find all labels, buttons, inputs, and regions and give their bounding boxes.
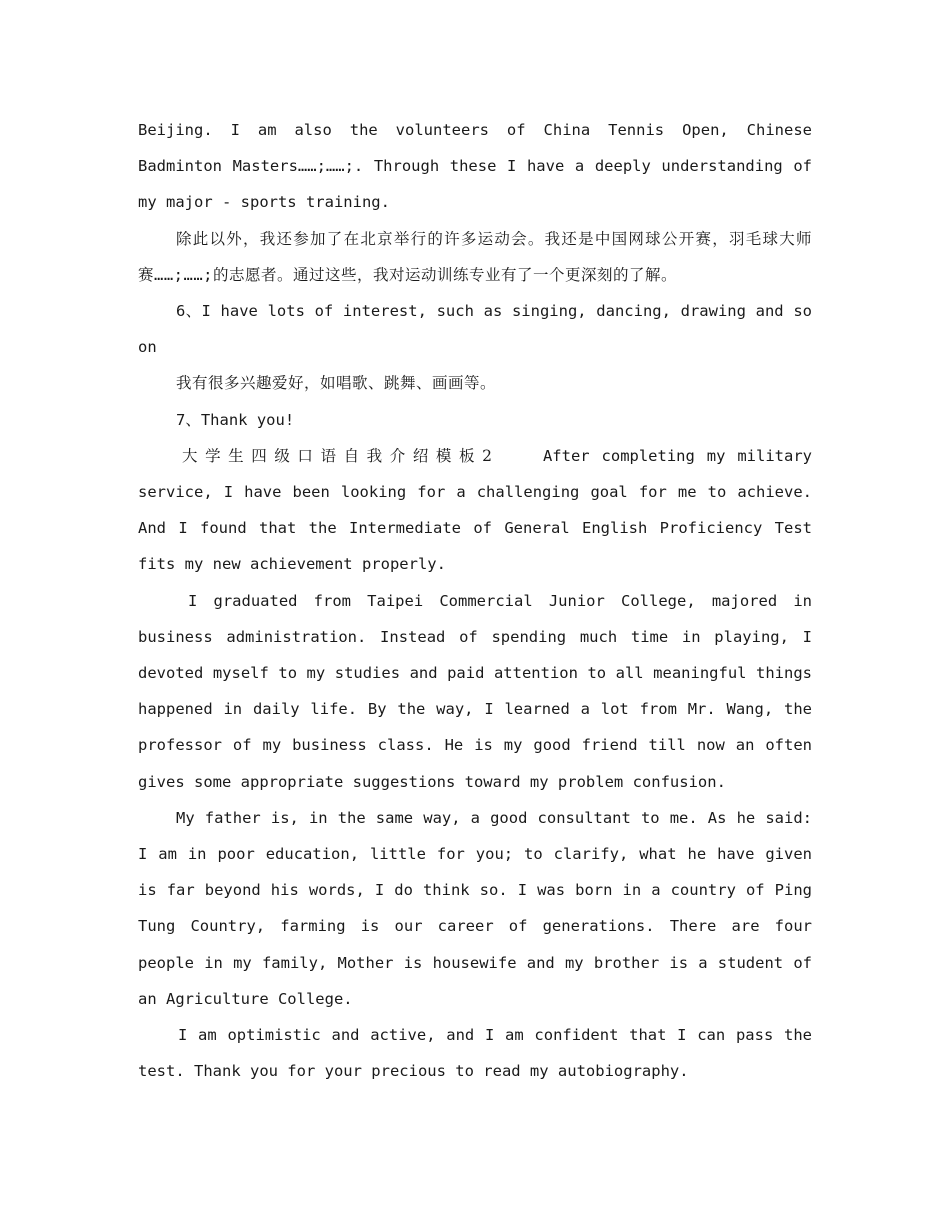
paragraph-interests-zh: 我有很多兴趣爱好，如唱歌、跳舞、画画等。 xyxy=(176,374,497,393)
paragraph-volunteer-en: Beijing. I am also the volunteers of China Tennis Open, Chinese Badminton Masters……;……;. Through these I have a deeply understanding of my major - sports training. xyxy=(138,121,812,212)
paragraph-conclusion: I am optimistic and active, and I am confident that I can pass the test. Thank you for your precious to read my autobiography. xyxy=(138,1026,812,1081)
paragraph-college: I graduated from Taipei Commercial Junior College, majored in business administration. Instead of spending much time in playing, I devoted myself to my studies and paid attention to all meaningful things happened in daily life. By the way, I learned a lot from Mr. Wang, the professor of my business class. He is my good friend till now an often gives some appropriate suggestions toward my problem confusion. xyxy=(138,591,812,791)
paragraph-volunteer-zh: 除此以外，我还参加了在北京举行的许多运动会。我还是中国网球公开赛，羽毛球大师赛……;……;的志愿者。通过这些，我对运动训练专业有了一个更深刻的了解。 xyxy=(138,229,812,284)
document-page xyxy=(138,112,812,1089)
paragraph-military-service: After completing my military service, I have been looking for a challenging goal for me to achieve. And I found that the Intermediate of General English Proficiency Test fits my new achievement properly. xyxy=(138,446,812,574)
section-heading: 大学生四级口语自我介绍模板2 xyxy=(182,446,497,465)
paragraph-template-2 xyxy=(138,438,812,583)
paragraph-thanks: 7、Thank you! xyxy=(176,410,295,429)
paragraph-interests-en: 6、I have lots of interest, such as singing, dancing, drawing and so on xyxy=(138,302,812,357)
paragraph-father: My father is, in the same way, a good consultant to me. As he said: I am in poor education, little for you; to clarify, what he have given is far beyond his words, I do think so. I was born in a country of Ping Tung Country, farming is our career of generations. There are four people in my family, Mother is housewife and my brother is a student of an Agriculture College. xyxy=(138,808,812,1008)
